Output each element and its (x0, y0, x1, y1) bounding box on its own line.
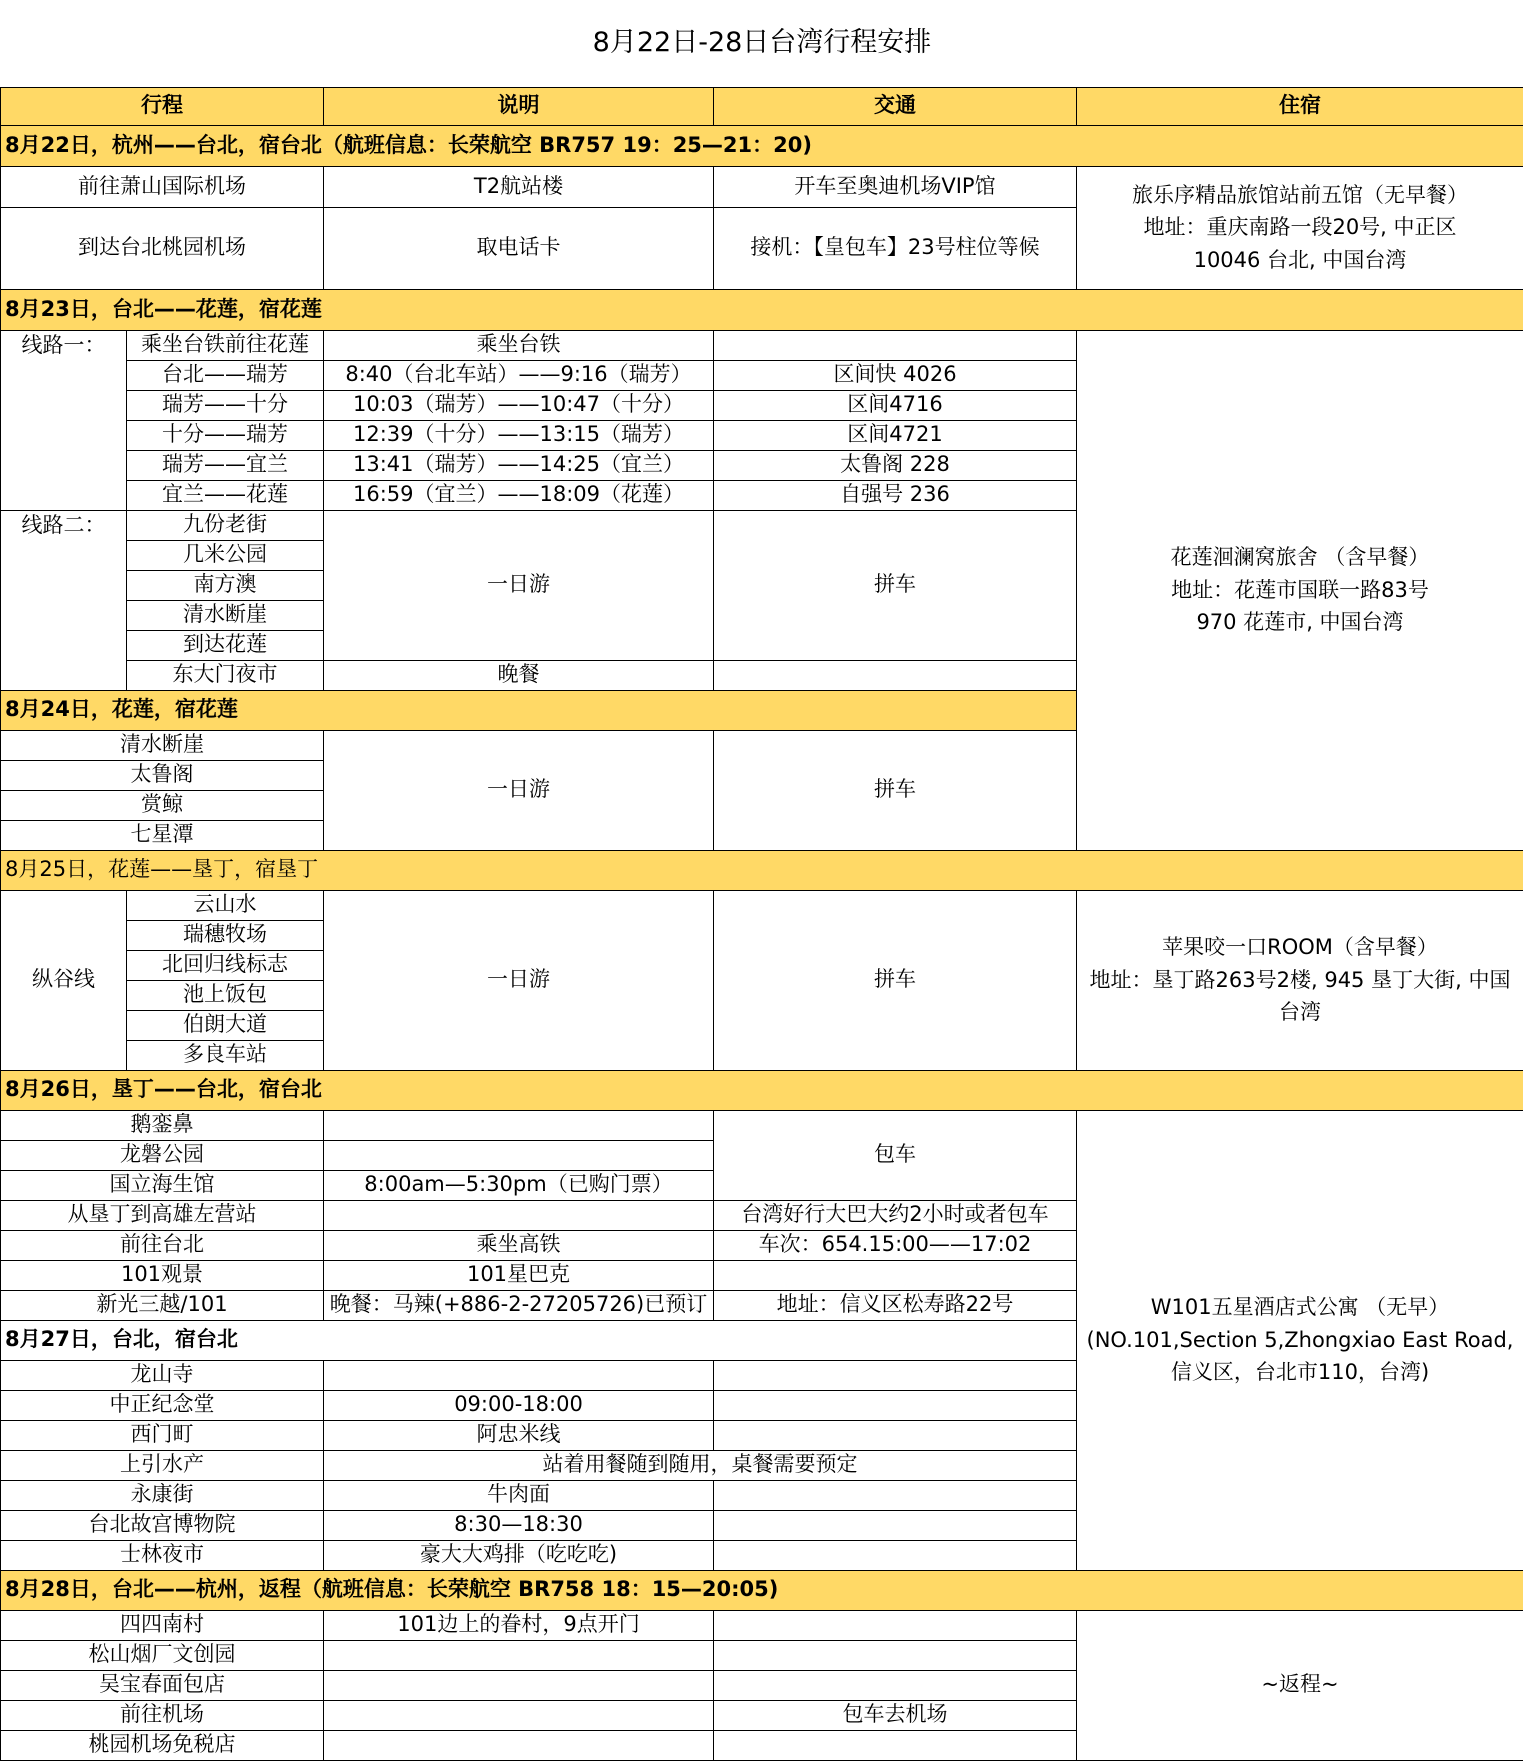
table-cell[interactable]: 赏鲸 (1, 790, 324, 820)
table-cell[interactable]: 瑞芳——宜兰 (127, 450, 324, 480)
lodging-cell[interactable]: ~返程~ (1077, 1610, 1523, 1760)
table-cell[interactable]: 北回归线标志 (127, 950, 324, 980)
table-cell[interactable]: 区间快 4026 (714, 360, 1077, 390)
header-itinerary[interactable]: 行程 (1, 87, 324, 125)
table-cell[interactable] (324, 1730, 714, 1760)
table-cell[interactable]: 新光三越/101 (1, 1290, 324, 1320)
table-cell[interactable] (714, 330, 1077, 360)
empty-cell[interactable] (1, 360, 127, 390)
table-cell[interactable]: 09:00-18:00 (324, 1390, 714, 1420)
table-cell[interactable]: 豪大大鸡排（吃吃吃) (324, 1540, 714, 1570)
day-header-0826[interactable]: 8月26日，垦丁——台北，宿台北 (1, 1070, 1523, 1110)
table-cell[interactable]: 西门町 (1, 1420, 324, 1450)
day-header-0822[interactable]: 8月22日，杭州——台北，宿台北（航班信息：长荣航空 BR757 19：25—21：20) (1, 125, 1523, 166)
empty-cell[interactable] (1, 450, 127, 480)
empty-cell[interactable] (1, 540, 127, 570)
table-cell[interactable]: 清水断崖 (127, 600, 324, 630)
empty-cell[interactable] (1, 480, 127, 510)
table-cell[interactable]: 接机：【皇包车】23号柱位等候 (714, 207, 1077, 289)
table-cell[interactable]: 七星潭 (1, 820, 324, 850)
table-cell[interactable]: 10:03（瑞芳）——10:47（十分） (324, 390, 714, 420)
table-cell[interactable] (714, 1360, 1077, 1390)
table-cell[interactable]: 开车至奥迪机场VIP馆 (714, 166, 1077, 207)
empty-cell[interactable] (1, 600, 127, 630)
table-cell[interactable]: 清水断崖 (1, 730, 324, 760)
lodging-cell[interactable]: W101五星酒店式公寓 （无早） (NO.101,Section 5,Zhongxiao East Road,信义区，台北市110，台湾) (1077, 1110, 1523, 1570)
table-cell[interactable]: 宜兰——花莲 (127, 480, 324, 510)
table-cell[interactable]: 永康街 (1, 1480, 324, 1510)
description-cell[interactable]: 一日游 (324, 510, 714, 660)
table-cell[interactable]: 101观景 (1, 1260, 324, 1290)
table-cell[interactable]: 太鲁阁 (1, 760, 324, 790)
table-cell[interactable]: 从垦丁到高雄左营站 (1, 1200, 324, 1230)
lodging-cell[interactable]: 苹果咬一口ROOM（含早餐） 地址：垦丁路263号2楼, 945 垦丁大街, 中国台湾 (1077, 890, 1523, 1070)
table-cell[interactable] (714, 1610, 1077, 1640)
route-label[interactable]: 线路一： (1, 330, 127, 360)
day-header-0827[interactable]: 8月27日，台北，宿台北 (1, 1320, 1077, 1360)
description-cell[interactable]: 一日游 (324, 730, 714, 850)
table-cell[interactable]: 8:30—18:30 (324, 1510, 714, 1540)
table-cell[interactable]: 包车去机场 (714, 1700, 1077, 1730)
table-cell[interactable]: 吴宝春面包店 (1, 1670, 324, 1700)
table-cell[interactable]: 12:39（十分）——13:15（瑞芳） (324, 420, 714, 450)
transport-cell[interactable]: 拼车 (714, 510, 1077, 660)
transport-cell[interactable]: 包车 (714, 1110, 1077, 1200)
table-cell[interactable]: 区间4716 (714, 390, 1077, 420)
table-cell[interactable]: 地址：信义区松寿路22号 (714, 1290, 1077, 1320)
description-cell[interactable]: 一日游 (324, 890, 714, 1070)
empty-cell[interactable] (714, 660, 1077, 690)
table-cell[interactable]: 中正纪念堂 (1, 1390, 324, 1420)
table-cell[interactable]: 前往机场 (1, 1700, 324, 1730)
table-cell[interactable]: 站着用餐随到随用，桌餐需要预定 (324, 1450, 1077, 1480)
table-cell[interactable]: 到达台北桃园机场 (1, 207, 324, 289)
table-cell[interactable]: 前往萧山国际机场 (1, 166, 324, 207)
table-cell[interactable] (714, 1670, 1077, 1700)
empty-cell[interactable] (1, 390, 127, 420)
table-cell[interactable] (324, 1200, 714, 1230)
table-cell[interactable] (324, 1640, 714, 1670)
day-header-0825[interactable]: 8月25日，花莲——垦丁，宿垦丁 (1, 850, 1523, 890)
table-cell[interactable]: 16:59（宜兰）——18:09（花莲） (324, 480, 714, 510)
table-cell[interactable]: 瑞芳——十分 (127, 390, 324, 420)
day-header-0828[interactable]: 8月28日，台北——杭州，返程（航班信息：长荣航空 BR758 18：15—20:05) (1, 1570, 1523, 1610)
empty-cell[interactable] (1, 630, 127, 660)
header-transport[interactable]: 交通 (714, 87, 1077, 125)
empty-cell[interactable] (1, 420, 127, 450)
day-header-0824[interactable]: 8月24日，花莲，宿花莲 (1, 690, 1077, 730)
table-cell[interactable]: 取电话卡 (324, 207, 714, 289)
day-header-0823[interactable]: 8月23日，台北——花莲，宿花莲 (1, 289, 1523, 330)
table-cell[interactable]: 伯朗大道 (127, 1010, 324, 1040)
table-cell[interactable] (714, 1730, 1077, 1760)
table-cell[interactable]: 十分——瑞芳 (127, 420, 324, 450)
table-cell[interactable]: 车次：654.15:00——17:02 (714, 1230, 1077, 1260)
table-cell[interactable]: 前往台北 (1, 1230, 324, 1260)
table-cell[interactable]: 台湾好行大巴大约2小时或者包车 (714, 1200, 1077, 1230)
table-cell[interactable]: 8:00am—5:30pm（已购门票） (324, 1170, 714, 1200)
table-cell[interactable]: 自强号 236 (714, 480, 1077, 510)
table-cell[interactable] (324, 1670, 714, 1700)
table-cell[interactable] (714, 1420, 1077, 1450)
table-cell[interactable] (714, 1540, 1077, 1570)
table-cell[interactable]: 士林夜市 (1, 1540, 324, 1570)
header-lodging[interactable]: 住宿 (1077, 87, 1523, 125)
header-description[interactable]: 说明 (324, 87, 714, 125)
table-cell[interactable] (324, 1110, 714, 1140)
table-cell[interactable] (714, 1510, 1077, 1540)
table-cell[interactable]: 龙磐公园 (1, 1140, 324, 1170)
empty-cell[interactable] (1, 570, 127, 600)
table-cell[interactable] (714, 1390, 1077, 1420)
table-cell[interactable]: 牛肉面 (324, 1480, 714, 1510)
transport-cell[interactable]: 拼车 (714, 730, 1077, 850)
table-cell[interactable]: 四四南村 (1, 1610, 324, 1640)
table-cell[interactable]: 龙山寺 (1, 1360, 324, 1390)
table-cell[interactable]: 到达花莲 (127, 630, 324, 660)
empty-cell[interactable] (1, 660, 127, 690)
route-label[interactable]: 线路二： (1, 510, 127, 540)
table-cell[interactable] (714, 1260, 1077, 1290)
table-cell[interactable]: 太鲁阁 228 (714, 450, 1077, 480)
table-cell[interactable]: 8:40（台北车站）——9:16（瑞芳） (324, 360, 714, 390)
table-cell[interactable]: 几米公园 (127, 540, 324, 570)
table-cell[interactable]: 乘坐台铁 (324, 330, 714, 360)
table-cell[interactable]: 晚餐：马辣(+886-2-27205726)已预订 (324, 1290, 714, 1320)
sheet-title: 8月22日-28日台湾行程安排 (1, 0, 1523, 87)
table-cell[interactable] (714, 1480, 1077, 1510)
table-cell[interactable]: 多良车站 (127, 1040, 324, 1070)
transport-cell[interactable]: 拼车 (714, 890, 1077, 1070)
table-cell[interactable]: 台北故宫博物院 (1, 1510, 324, 1540)
lodging-cell[interactable]: 旅乐序精品旅馆站前五馆（无早餐） 地址：重庆南路一段20号, 中正区 10046 台北, 中国台湾 (1077, 166, 1523, 289)
table-cell[interactable]: 东大门夜市 (127, 660, 324, 690)
table-cell[interactable] (324, 1700, 714, 1730)
route-label[interactable]: 纵谷线 (1, 890, 127, 1070)
table-cell[interactable]: 松山烟厂文创园 (1, 1640, 324, 1670)
table-cell[interactable]: 桃园机场免税店 (1, 1730, 324, 1760)
table-cell[interactable]: 乘坐台铁前往花莲 (127, 330, 324, 360)
table-cell[interactable]: 101边上的眷村，9点开门 (324, 1610, 714, 1640)
table-cell[interactable]: 阿忠米线 (324, 1420, 714, 1450)
table-cell[interactable]: 池上饭包 (127, 980, 324, 1010)
table-cell[interactable]: 区间4721 (714, 420, 1077, 450)
table-cell[interactable] (324, 1140, 714, 1170)
table-cell[interactable]: 南方澳 (127, 570, 324, 600)
table-cell[interactable]: 晚餐 (324, 660, 714, 690)
table-cell[interactable]: 鹅銮鼻 (1, 1110, 324, 1140)
table-cell[interactable]: 瑞穗牧场 (127, 920, 324, 950)
table-cell[interactable]: 13:41（瑞芳）——14:25（宜兰） (324, 450, 714, 480)
table-cell[interactable] (714, 1640, 1077, 1670)
table-cell[interactable]: 101星巴克 (324, 1260, 714, 1290)
table-cell[interactable]: 九份老街 (127, 510, 324, 540)
table-cell[interactable]: 乘坐高铁 (324, 1230, 714, 1260)
table-cell[interactable]: 国立海生馆 (1, 1170, 324, 1200)
table-cell[interactable]: T2航站楼 (324, 166, 714, 207)
table-cell[interactable]: 云山水 (127, 890, 324, 920)
table-cell[interactable]: 台北——瑞芳 (127, 360, 324, 390)
lodging-cell[interactable]: 花莲洄澜窝旅舍 （含早餐） 地址：花莲市国联一路83号 970 花莲市, 中国台湾 (1077, 330, 1523, 850)
table-cell[interactable]: 上引水产 (1, 1450, 324, 1480)
table-cell[interactable] (324, 1360, 714, 1390)
